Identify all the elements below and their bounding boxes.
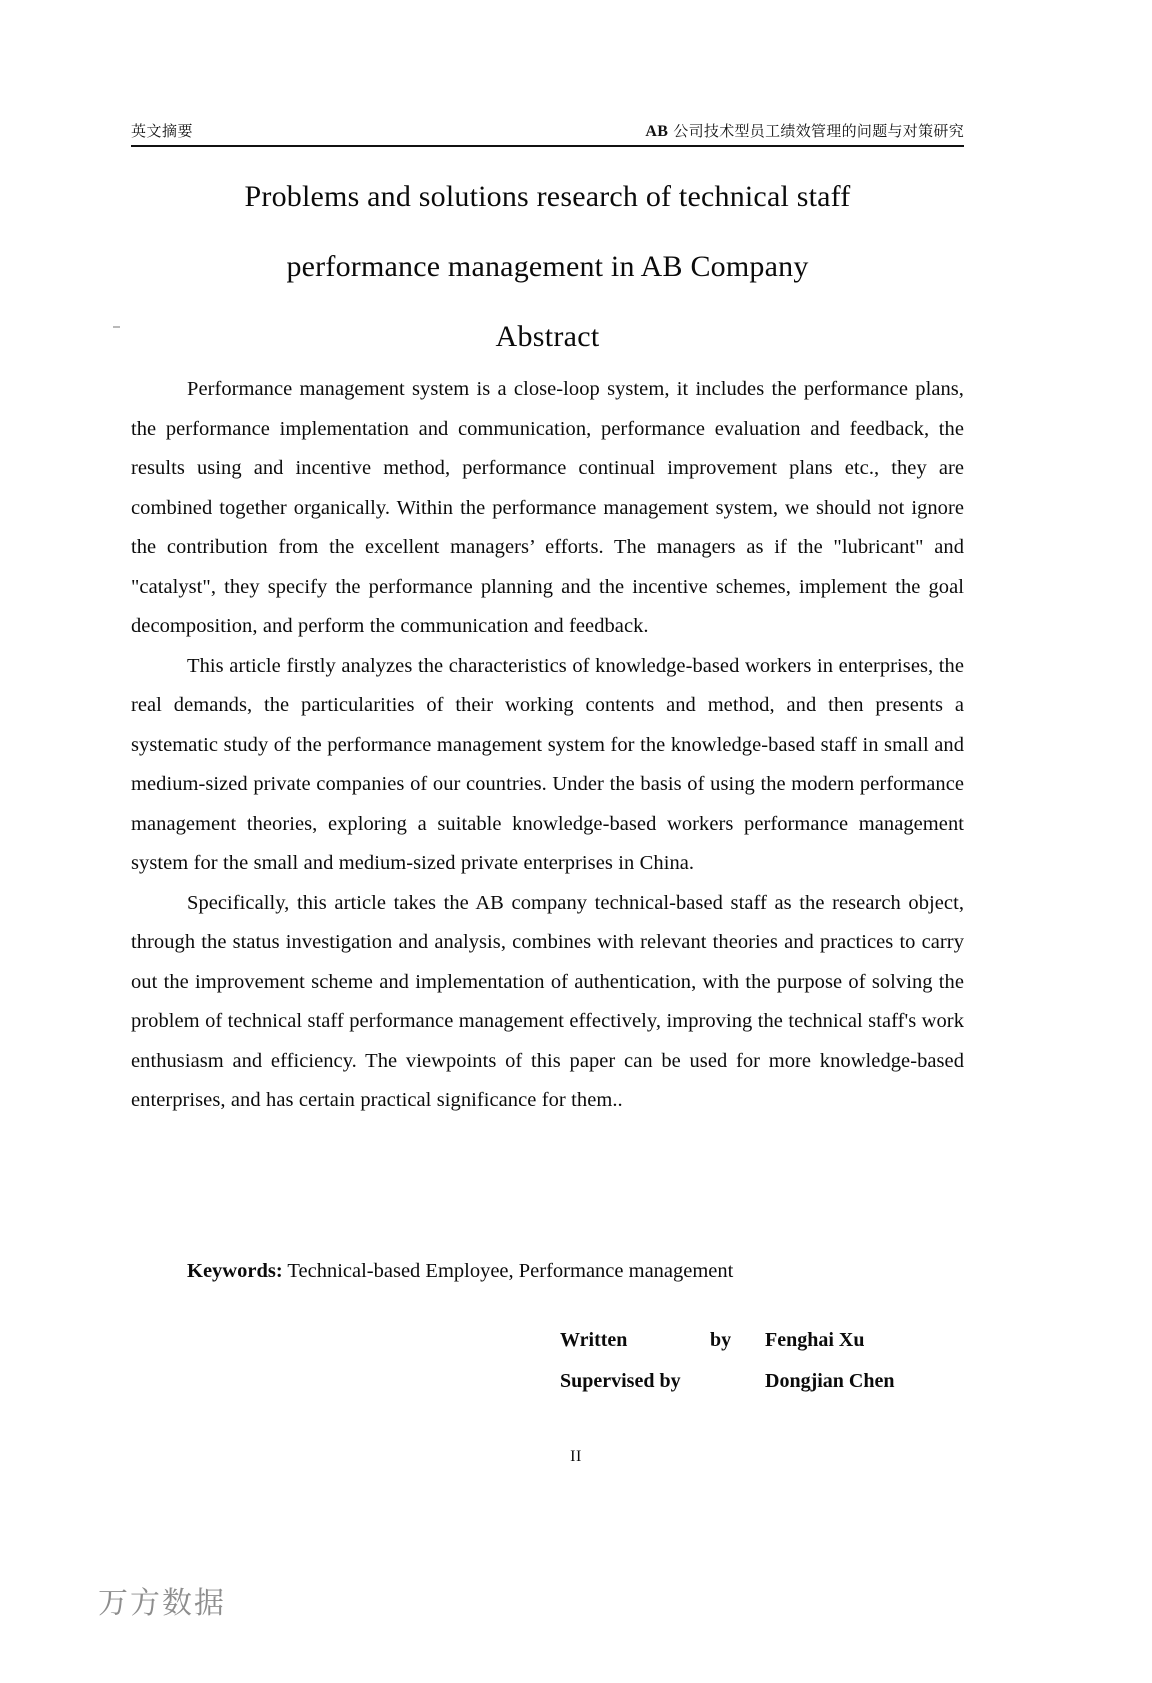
running-header-right-latin: AB <box>645 123 669 140</box>
keywords-line <box>131 1252 964 1292</box>
running-header-right-cjk: 公司技术型员工绩效管理的问题与对策研究 <box>673 122 964 140</box>
page-number: II <box>570 1448 582 1465</box>
supervised-by-label: Supervised by <box>560 1370 681 1392</box>
supervisor-name: Dongjian Chen <box>765 1370 895 1392</box>
keywords-value: Technical-based Employee, Performance management <box>282 1260 734 1282</box>
keywords-label: Keywords: <box>187 1260 283 1282</box>
abstract-paragraph-2: This article firstly analyzes the characteristics of knowledge-based workers in enterprises, the real demands, the particularities of their working contents and method, and then presents a systematic study of the performance management system for the knowledge-based staff in small and medium-sized private companies of our countries. Under the basis of using the modern performance management theories, exploring a suitable knowledge-based workers performance management system for the small and medium-sized private enterprises in China. <box>131 654 964 874</box>
abstract-heading: Abstract <box>495 320 600 353</box>
supervised-spacer <box>710 1361 765 1402</box>
author-name: Fenghai Xu <box>765 1329 865 1351</box>
written-label: Written <box>560 1329 628 1351</box>
page-title-line-1: Problems and solutions research of technical staff <box>244 180 851 213</box>
signature-row-supervised <box>560 1361 964 1402</box>
watermark: 万方数据 <box>98 1586 226 1621</box>
running-header-right-label <box>645 120 964 141</box>
abstract-paragraph-1: Performance management system is a close-loop system, it includes the performance plans, the performance implementation and communication, performance evaluation and feedback, the results using and incentive method, performance continual improvement plans etc., they are combined together organically. Within the performance management system, we should not ignore the contribution from the excellent managers’ efforts. The managers as if the "lubricant" and "catalyst", they specify the performance planning and the incentive schemes, implement the goal decomposition, and perform the communication and feedback. <box>131 378 964 637</box>
scan-artifact <box>113 326 120 328</box>
running-header <box>131 120 964 147</box>
abstract-body <box>131 370 964 1121</box>
signature-block <box>560 1320 964 1402</box>
running-header-left-label: 英文摘要 <box>131 122 194 140</box>
abstract-paragraph-3: Specifically, this article takes the AB company technical-based staff as the research object, through the status investigation and analysis, combines with relevant theories and practices to carry out the improvement scheme and implementation of authentication, with the purpose of solving the problem of technical staff performance management effectively, improving the technical staff's work enthusiasm and efficiency. The viewpoints of this paper can be used for more knowledge-based enterprises, and has certain practical significance for them.. <box>131 891 964 1111</box>
page-title-line-2: performance management in AB Company <box>286 250 809 283</box>
written-by-label: by <box>710 1329 732 1351</box>
signature-row-written <box>560 1320 964 1361</box>
